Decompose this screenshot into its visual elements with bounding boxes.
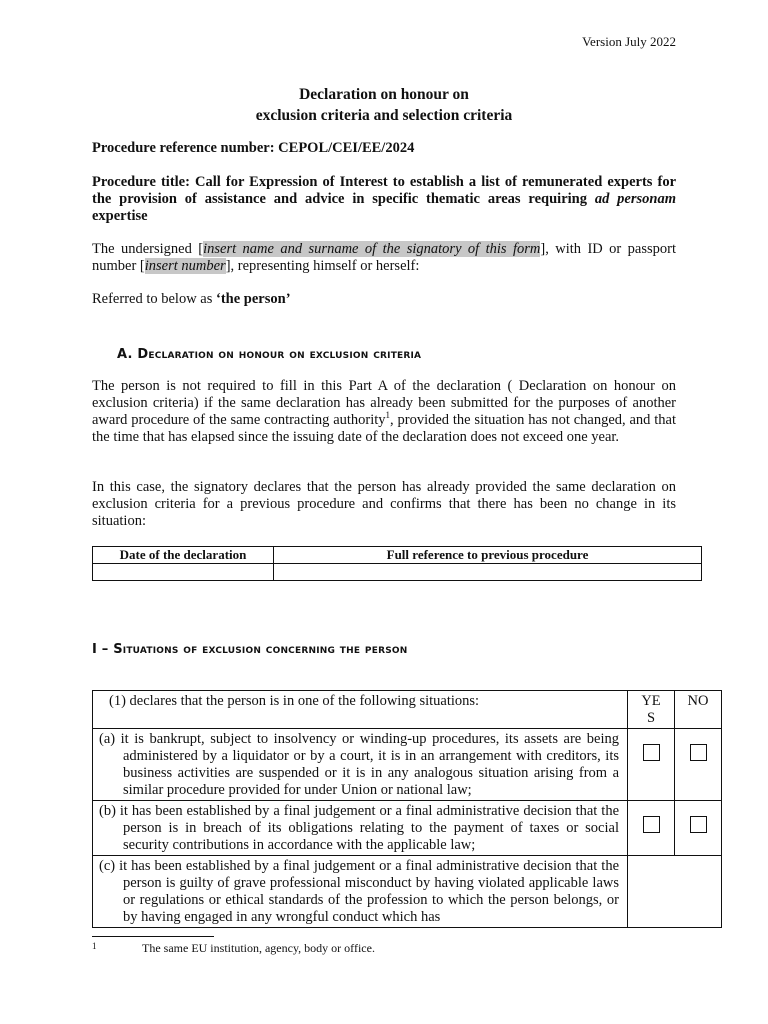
section-i-heading bbox=[92, 642, 407, 657]
referred-term: ‘the person’ bbox=[216, 291, 291, 307]
row-b-yes-cell bbox=[628, 801, 675, 856]
row-c-answer-cell bbox=[628, 856, 722, 928]
section-a-paragraph-2: In this case, the signatory declares that the person has already provided the same declaration on exclusion criteria for a previous procedure and confirms that there has been no change in its situation: bbox=[92, 479, 676, 529]
footnote-separator bbox=[92, 936, 214, 937]
exclusion-row-b bbox=[93, 801, 628, 856]
date-column-header: Date of the declaration bbox=[93, 547, 274, 564]
row-b-label: (b) bbox=[99, 803, 116, 819]
version-label: Version July 2022 bbox=[582, 34, 676, 49]
id-number-field[interactable]: insert number bbox=[144, 258, 226, 274]
yes-label: YES bbox=[641, 693, 661, 726]
title-line-2: exclusion criteria and selection criteria bbox=[255, 107, 513, 124]
title-line-1: Declaration on honour on bbox=[299, 86, 469, 103]
exclusion-row-a bbox=[93, 729, 628, 801]
procedure-title-text-end: expertise bbox=[92, 208, 148, 224]
procedure-reference bbox=[92, 140, 676, 157]
reference-column-header: Full reference to previous procedure bbox=[274, 547, 702, 564]
row-a-no-cell bbox=[675, 729, 722, 801]
row-a-yes-cell bbox=[628, 729, 675, 801]
undersigned-prefix: The undersigned [ bbox=[92, 241, 204, 257]
row-a-label: (a) bbox=[99, 731, 116, 747]
row-c-label: (c) bbox=[99, 858, 116, 874]
row-b-text: it has been established by a final judgement or a final administrative decision that the person is in breach of its obligations relating to the payment of taxes or social security contributions in accordance with the applicable law; bbox=[119, 803, 620, 853]
procedure-title bbox=[92, 174, 676, 225]
undersigned-middle: ], with ID or passport number [ bbox=[92, 241, 676, 274]
section-a-title: Declaration on honour on exclusion criteria bbox=[137, 347, 422, 362]
exclusion-intro: (1) declares that the person is in one of the following situations: bbox=[93, 691, 628, 729]
row-b-no-checkbox[interactable] bbox=[690, 816, 707, 833]
section-a-heading bbox=[117, 347, 421, 362]
footnote bbox=[92, 941, 375, 956]
document-title bbox=[0, 84, 768, 126]
row-b-yes-checkbox[interactable] bbox=[643, 816, 660, 833]
procedure-title-label: Procedure title: bbox=[92, 174, 190, 190]
row-a-yes-checkbox[interactable] bbox=[643, 744, 660, 761]
section-i-roman: I – bbox=[92, 642, 109, 657]
footnote-text: The same EU institution, agency, body or office. bbox=[142, 941, 375, 955]
procedure-reference-value: CEPOL/CEI/EE/2024 bbox=[278, 140, 415, 156]
para1-text-end: , provided the situation has not changed, and that the time that has elapsed since the issuing date of the declaration does not exceed one year. bbox=[92, 412, 677, 445]
undersigned-paragraph bbox=[92, 241, 676, 275]
date-input-cell[interactable] bbox=[93, 564, 274, 581]
row-c-text: it has been established by a final judgement or a final administrative decision that the person is guilty of grave professional misconduct by having violated applicable laws or regulations or ethical standards of the profession to which the person belongs, or by having engaged in any wrongful conduct which has bbox=[119, 858, 619, 925]
section-i-title: Situations of exclusion concerning the person bbox=[113, 642, 408, 657]
exclusion-row-c bbox=[93, 856, 628, 928]
procedure-title-italic: ad personam bbox=[594, 191, 676, 207]
reference-input-cell[interactable] bbox=[274, 564, 702, 581]
signatory-name-field[interactable]: insert name and surname of the signatory of this form bbox=[203, 241, 541, 257]
row-a-no-checkbox[interactable] bbox=[690, 744, 707, 761]
undersigned-suffix: ], representing himself or herself: bbox=[225, 258, 420, 274]
no-column-header: NO bbox=[675, 691, 722, 729]
section-a-paragraph-1 bbox=[92, 378, 676, 446]
section-a-letter: A. bbox=[117, 347, 133, 362]
row-b-no-cell bbox=[675, 801, 722, 856]
yes-column-header bbox=[628, 691, 675, 729]
para1-text: The person is not required to fill in this Part A of the declaration ( Declaration on honour on exclusion criteria) if the same declaration has already been submitted for the purposes of another award procedure of the same contracting authority bbox=[92, 378, 676, 428]
footnote-ref[interactable]: 1 bbox=[385, 410, 391, 421]
previous-declaration-table bbox=[92, 546, 702, 581]
footnote-mark: 1 bbox=[92, 941, 97, 951]
procedure-title-text: Call for Expression of Interest to establish a list of remunerated experts for the provision of assistance and advice in specific thematic areas requiring bbox=[92, 174, 677, 207]
referred-prefix: Referred to below as bbox=[92, 291, 217, 307]
referred-as bbox=[92, 291, 676, 308]
row-a-text: it is bankrupt, subject to insolvency or winding-up procedures, its assets are being administered by a liquidator or by a court, it is in an arrangement with creditors, its business activities are suspended or it is in any analogous situation arising from a similar procedure provided for under Union or national law; bbox=[120, 731, 619, 798]
exclusion-situations-table bbox=[92, 690, 722, 928]
procedure-reference-label: Procedure reference number: bbox=[92, 140, 275, 156]
